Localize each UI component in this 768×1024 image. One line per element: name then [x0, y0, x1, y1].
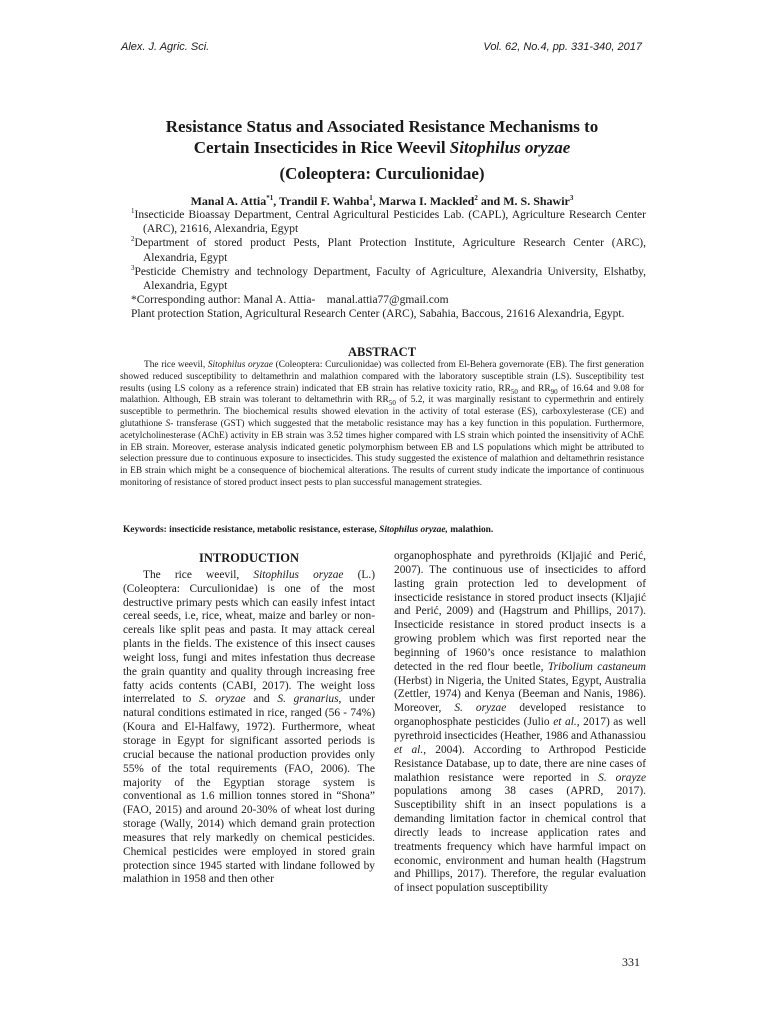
abstract-part: and RR: [517, 383, 551, 394]
intro-italic: et al.: [553, 716, 577, 729]
intro-text: , 2004). According to Arthropod Pesticide Resistance Database, up to date, there are nine cases of malathion resistance were reported in: [394, 743, 646, 784]
paper-title: [120, 116, 644, 184]
right-column: [394, 550, 646, 896]
author-3-sup: 2: [474, 194, 478, 202]
intro-italic: S. orayze: [598, 771, 646, 784]
keywords-species: Sitophilus oryzae,: [379, 525, 448, 535]
author-list: [120, 194, 644, 208]
affiliations: [131, 208, 646, 322]
intro-text: , 2017) as well pyrethroid insecticides (Heather, 1986 and Athanassiou: [394, 716, 646, 742]
intro-italic: S. granarius: [277, 693, 339, 706]
page-number: 331: [622, 955, 640, 969]
abstract-text: [120, 360, 644, 490]
left-column: [123, 552, 375, 887]
intro-text: , under natural conditions estimated in rice, ranged (56 - 74%) (Koura and El-Halfawy, 1972). Furthermore, wheat storage in Egypt for significant assorted periods is crucial because the national production provides only 55% of the total requirements (FAO, 2006). The majority of the Egyptian storage system is conventional as 1.6 million tonnes stored in “Shona” (FAO, 2015) and around 20-30% of wheat lost during storage (Wally, 2014) which demand grain protection measures that rely markedly on chemical pesticides. Chemical pesticides were employed in stored grain protection since 1945 started with lindane followed by malathion in 1958 and then other: [123, 693, 375, 886]
introduction-heading: INTRODUCTION: [198, 551, 299, 565]
intro-italic: Sitophilus oryzae: [253, 568, 344, 581]
abstract-italic: S: [165, 418, 171, 429]
keywords-tail: malathion.: [447, 525, 494, 535]
intro-italic: S. oryzae: [454, 702, 507, 715]
abstract-subscript: 50: [510, 387, 518, 396]
author-4-sup: 3: [569, 194, 574, 202]
keywords-lead: Keywords: insecticide resistance, metabolic resistance, esterase,: [123, 525, 380, 535]
title-line-2-text: Certain Insecticides in Rice Weevil: [193, 138, 450, 157]
affiliation-2-text: Department of stored product Pests, Plant Protection Institute, Agriculture Research Center (ARC), Alexandria, Egypt: [134, 237, 646, 264]
affiliation-2: [131, 236, 646, 264]
abstract-subscript: 90: [550, 387, 558, 396]
corresponding-author: *Corresponding author: Manal A. Attia- manal.attia77@gmail.com: [131, 294, 449, 307]
intro-paragraph-right: [394, 550, 646, 894]
author-1: Manal A. Attia: [190, 194, 267, 208]
intro-text: organophosphate and pyrethroids (Kljajić and Perić, 2007). The continuous use of insecticides to afford lasting grain protection led to development of insecticide resistance in stored product insects (Kljajić and Perić, 2009) and (Hagstrum and Phillips, 2017). Insecticide resistance in stored product insects is a growing problem which was first reported near the beginning of 1960’s once resistance to malathion detected in the red flour beetle,: [394, 550, 646, 673]
title-line-2: [120, 137, 644, 158]
affiliation-1-sup: 1: [131, 207, 135, 216]
abstract-heading: ABSTRACT: [347, 345, 417, 359]
intro-text: (Herbst) in Nigeria, the United States, Egypt, Australia (Zettler, 1974) and Kenya (Beeman and Nanis, 1986). Moreover,: [394, 674, 646, 715]
affiliation-3-text: Pesticide Chemistry and technology Department, Faculty of Agriculture, Alexandria University, Elshatby, Alexandria, Egypt: [134, 265, 646, 293]
running-header: [121, 41, 642, 57]
intro-text: populations among 38 cases (APRD, 2017). Susceptibility shift in an insect populations is a demanding limitation factor in chemical control that directly leads to increase application rates and treatments frequency which have harmful impact on economic, environment and human health (Hagstrum and Phillips, 2017). Therefore, the regular evaluation of insect population susceptibility: [394, 785, 646, 895]
intro-text: The rice weevil,: [143, 568, 254, 581]
author-4: and M. S. Shawir: [477, 194, 570, 208]
intro-italic: S. oryzae: [199, 693, 246, 706]
intro-italic: et al.: [394, 743, 424, 756]
abstract-species: Sitophilus oryzae: [207, 360, 273, 370]
keywords: [123, 525, 644, 535]
author-2: , Trandil F. Wahba: [273, 194, 370, 208]
journal-name: Alex. J. Agric. Sci.: [121, 41, 210, 53]
affiliation-2-sup: 2: [131, 235, 135, 244]
intro-text: developed resistance to organophosphate pesticides (Julio: [394, 702, 646, 729]
abstract-part: (Coleoptera: Curculionidae) was collected from El-Behera governorate (EB). The first generation showed reduced susceptibility to deltamethrin and malathion compared with the laboratory susceptible strain (LS). Susceptibility test results (using LS colony as a reference strain) indicated that EB strain has relative toxicity ratio, RR: [120, 360, 644, 394]
author-1-sup: *1: [266, 194, 274, 202]
abstract-part: - transferase (GST) which suggested that the metabolic resistance may has a key function in this population. Furthermore, acetylcholinesterase (AChE) activity in EB strain was 3.52 times higher compared with LS strain which pointed the insensitivity of AChE in EB strain. Moreover, esterase analysis indicated genetic polymorphism between EB and LS populations which might be attributed to selection pressure due to continuous exposure to insecticides. This study suggested the existence of malathion and deltamethrin resistance in EB strain which might be a consequence of biochemical alterations. The results of current study indicate the importance of continuous monitoring of resistance of stored product insect pests to plan successful management strategies.: [120, 418, 644, 488]
author-2-sup: 1: [369, 194, 373, 202]
intro-italic: Tribolium castaneum: [547, 660, 646, 673]
abstract-part: The rice weevil,: [144, 360, 208, 370]
abstract-part: of 16.64 and 9.08 for malathion. Although, EB strain was tolerant to deltamethrin with RR: [120, 383, 645, 406]
affiliation-1-text: Insecticide Bioassay Department, Central Agricultural Pesticides Lab. (CAPL), Agriculture Research Center (ARC), 21616, Alexandria, Egypt: [134, 209, 646, 236]
affiliation-1: [131, 208, 646, 236]
abstract-part: of 5.2, it was marginally resistant to cypermethrin and entirely susceptible to permethrin. The biochemical results showed elevation in the activity of total esterase (ES), carboxylesterase (CE) and glutathione: [120, 395, 644, 429]
intro-text: and: [245, 693, 278, 706]
affiliation-3-sup: 3: [131, 263, 135, 272]
title-line-3: (Coleoptera: Curculionidae): [279, 164, 485, 183]
affiliation-3: [131, 265, 646, 293]
author-station: Plant protection Station, Agricultural Research Center (ARC), Sabahia, Baccous, 21616 Alexandria, Egypt.: [131, 308, 625, 321]
author-3: , Marwa I. Mackled: [372, 194, 475, 208]
title-species: Sitophilus oryzae: [449, 138, 571, 157]
abstract-subscript: 50: [388, 399, 396, 408]
title-line-1: Resistance Status and Associated Resistance Mechanisms to: [165, 117, 599, 136]
volume-info: Vol. 62, No.4, pp. 331-340, 2017: [483, 41, 642, 53]
intro-paragraph-left: [123, 569, 375, 887]
intro-text: (L.) (Coleoptera: Curculionidae) is one of the most destructive primary pests which can easily infest intact cereal seeds, i.e, rice, wheat, maize and barley or non-cereals like split peas and pasta. It may attack cereal plants in the fields. The existence of this insect causes weight loss, fungi and mites infestation thus decrease the grain quantity and quality through increasing free fatty acids contents (CABI, 2017). The weight loss interrelated to: [123, 568, 375, 706]
